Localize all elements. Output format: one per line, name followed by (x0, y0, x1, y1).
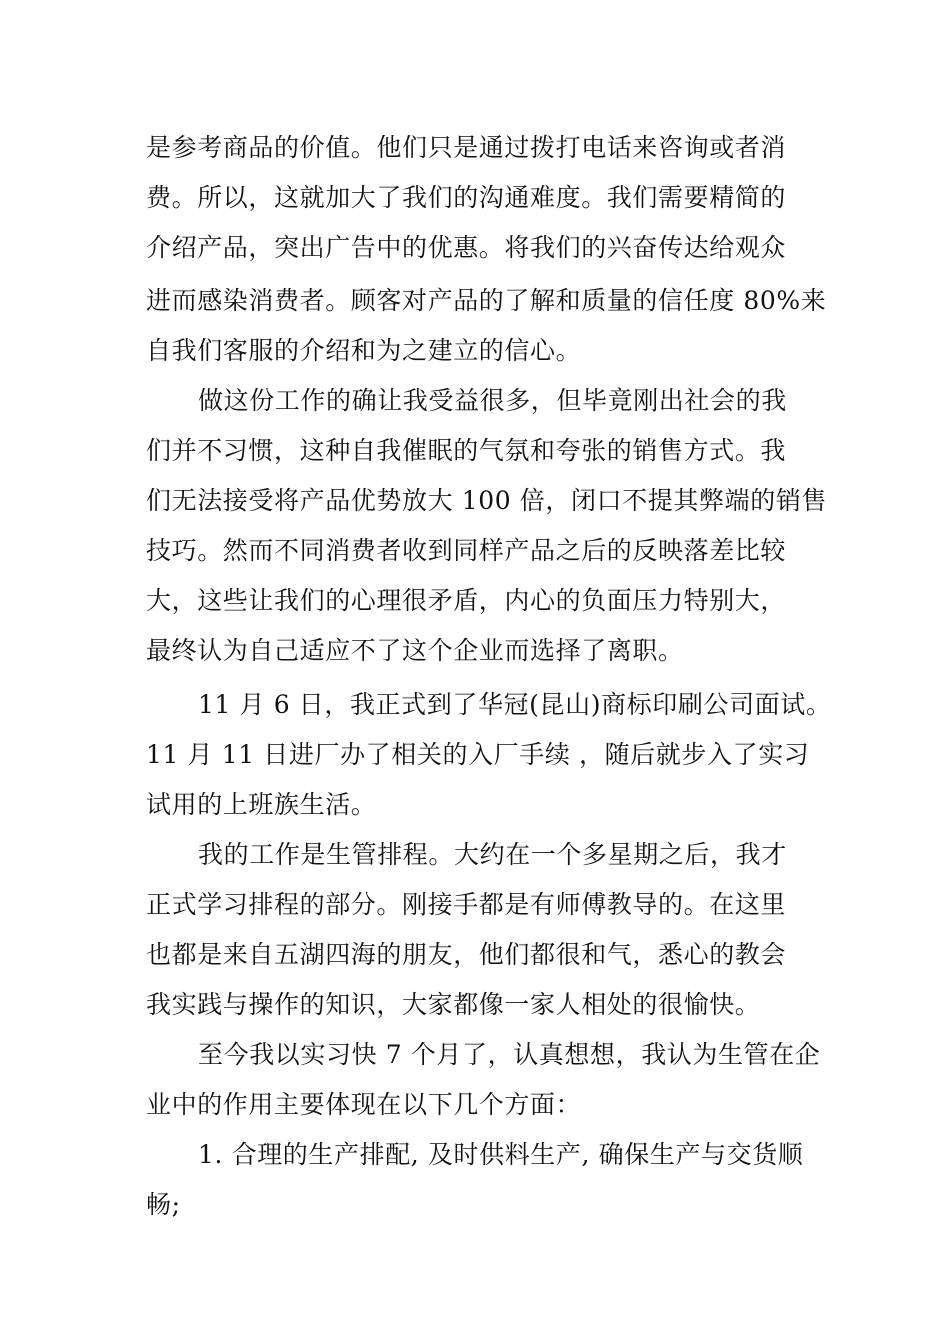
text-line: 自我们客服的介绍和为之建立的信心。 (146, 336, 582, 365)
text-line: 们无法接受将产品优势放大 100 倍，闭口不提其弊端的销售 (146, 486, 828, 515)
text-line: 畅; (146, 1190, 181, 1219)
text-line: 正式学习排程的部分。刚接手都是有师傅教导的。在这里 (146, 890, 787, 919)
text-line: 至今我以实习快 7 个月了，认真想想，我认为生管在企 (198, 1040, 821, 1069)
text-line: 试用的上班族生活。 (146, 790, 377, 819)
text-line: 是参考商品的价值。他们只是通过拨打电话来咨询或者消 (146, 133, 787, 162)
text-line: 技巧。然而不同消费者收到同样产品之后的反映落差比较 (146, 536, 787, 565)
text-line: 们并不习惯，这种自我催眠的气氛和夸张的销售方式。我 (146, 436, 787, 465)
text-line: 进而感染消费者。顾客对产品的了解和质量的信任度 80%来 (146, 286, 827, 315)
text-line: 最终认为自己适应不了这个企业而选择了离职。 (146, 636, 684, 665)
text-line: 业中的作用主要体现在以下几个方面： (146, 1090, 582, 1119)
text-line: 做这份工作的确让我受益很多，但毕竟刚出社会的我 (198, 386, 787, 415)
text-line: 我的工作是生管排程。大约在一个多星期之后，我才 (198, 840, 787, 869)
text-line: 费。所以，这就加大了我们的沟通难度。我们需要精简的 (146, 183, 787, 212)
text-line: 1. 合理的生产排配, 及时供料生产, 确保生产与交货顺 (198, 1140, 804, 1169)
text-line: 大，这些让我们的心理很矛盾，内心的负面压力特别大， (146, 586, 787, 615)
text-line: 也都是来自五湖四海的朋友，他们都很和气，悉心的教会 (146, 940, 787, 969)
text-line: 我实践与操作的知识，大家都像一家人相处的很愉快。 (146, 990, 761, 1019)
text-line: 11 月 6 日，我正式到了华冠(昆山)商标印刷公司面试。 (198, 690, 832, 719)
text-line: 11 月 11 日进厂办了相关的入厂手续 ，随后就步入了实习 (146, 740, 810, 769)
text-line: 介绍产品，突出广告中的优惠。将我们的兴奋传达给观众 (146, 233, 787, 262)
